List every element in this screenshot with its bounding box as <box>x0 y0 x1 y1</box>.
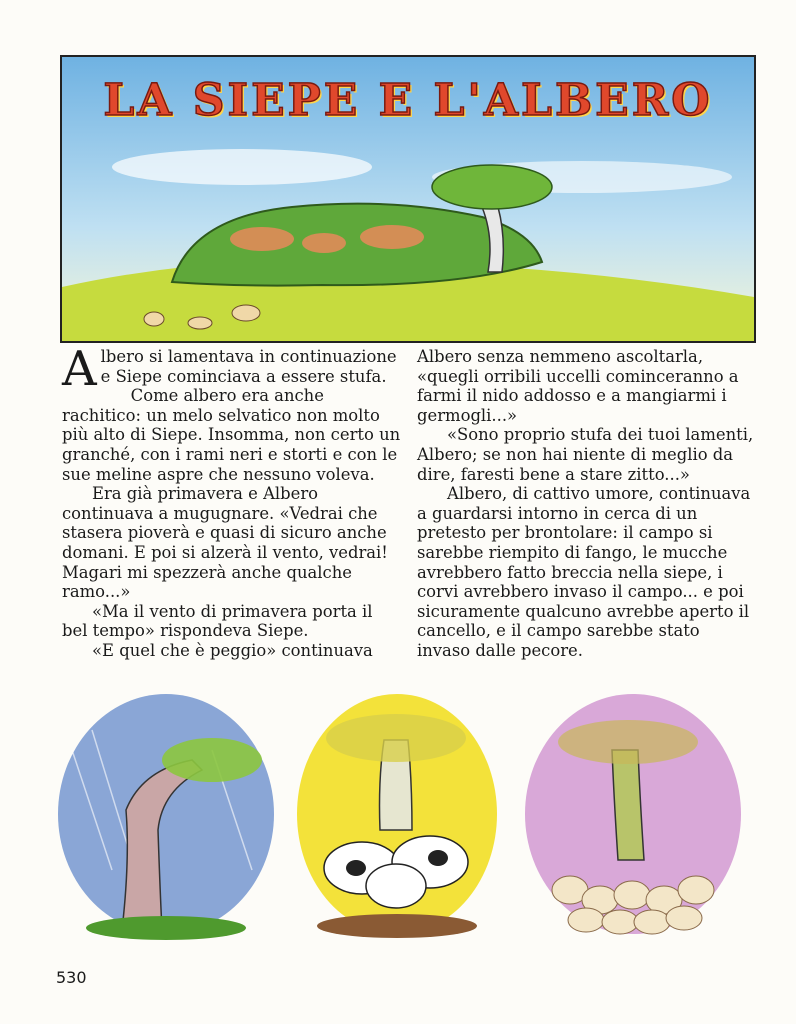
paragraph: «Ma il vento di primavera porta il bel tempo» rispondeva Siepe. <box>62 601 373 641</box>
paragraph: «Sono proprio stufa dei tuoi lamenti, Albero; se non hai niente di meglio da dire, faresti bene a stare zitto...» <box>417 425 754 484</box>
vignette-tree-in-wind <box>52 690 280 944</box>
paragraph: Albero si lamentava in continuazione e Siepe cominciava a essere stufa. <box>62 341 397 397</box>
tree-with-sheep-illustration <box>520 690 746 940</box>
paragraph: Come albero era anche rachitico: un melo selvatico non molto più alto di Siepe. Insomma, non certo un granché, con i rami neri e storti e con le sue meline aspre che nessuno voleva. <box>62 386 401 484</box>
hero-illustration <box>60 55 756 343</box>
text-column-left <box>62 341 402 661</box>
drop-cap: A <box>62 341 97 397</box>
tree-with-cows-illustration <box>292 690 502 940</box>
story-title: LA SIEPE E L'ALBERO <box>103 75 713 126</box>
paragraph: Era già primavera e Albero continuava a mugugnare. «Vedrai che stasera pioverà e quasi di sicuro anche domani. E poi si alzerà il vento, vedrai! Magari mi spezzerà anche qualche ramo...» <box>62 484 388 602</box>
paragraph: Albero, di cattivo umore, continuava a guardarsi intorno in cerca di un pretesto per brontolare: il campo si sarebbe riempito di fango, le mucche avrebbero fatto breccia nella siepe, i corvi avrebbero invaso il campo... e poi sicuramente qualcuno avrebbe aperto il cancello, e il campo sarebbe stato invaso dalle pecore. <box>417 484 751 660</box>
text-column-right <box>417 347 757 661</box>
paragraph: «E quel che è peggio» continuava <box>92 640 373 660</box>
vignette-tree-with-sheep <box>520 690 746 944</box>
paragraph: Albero senza nemmeno ascoltarla, «quegli orribili uccelli cominceranno a farmi il nido addosso e a mangiarmi i germogli...» <box>417 347 739 425</box>
page-number: 530 <box>56 968 87 987</box>
tree-in-wind-illustration <box>52 690 280 940</box>
vignette-tree-with-cows <box>292 690 502 944</box>
